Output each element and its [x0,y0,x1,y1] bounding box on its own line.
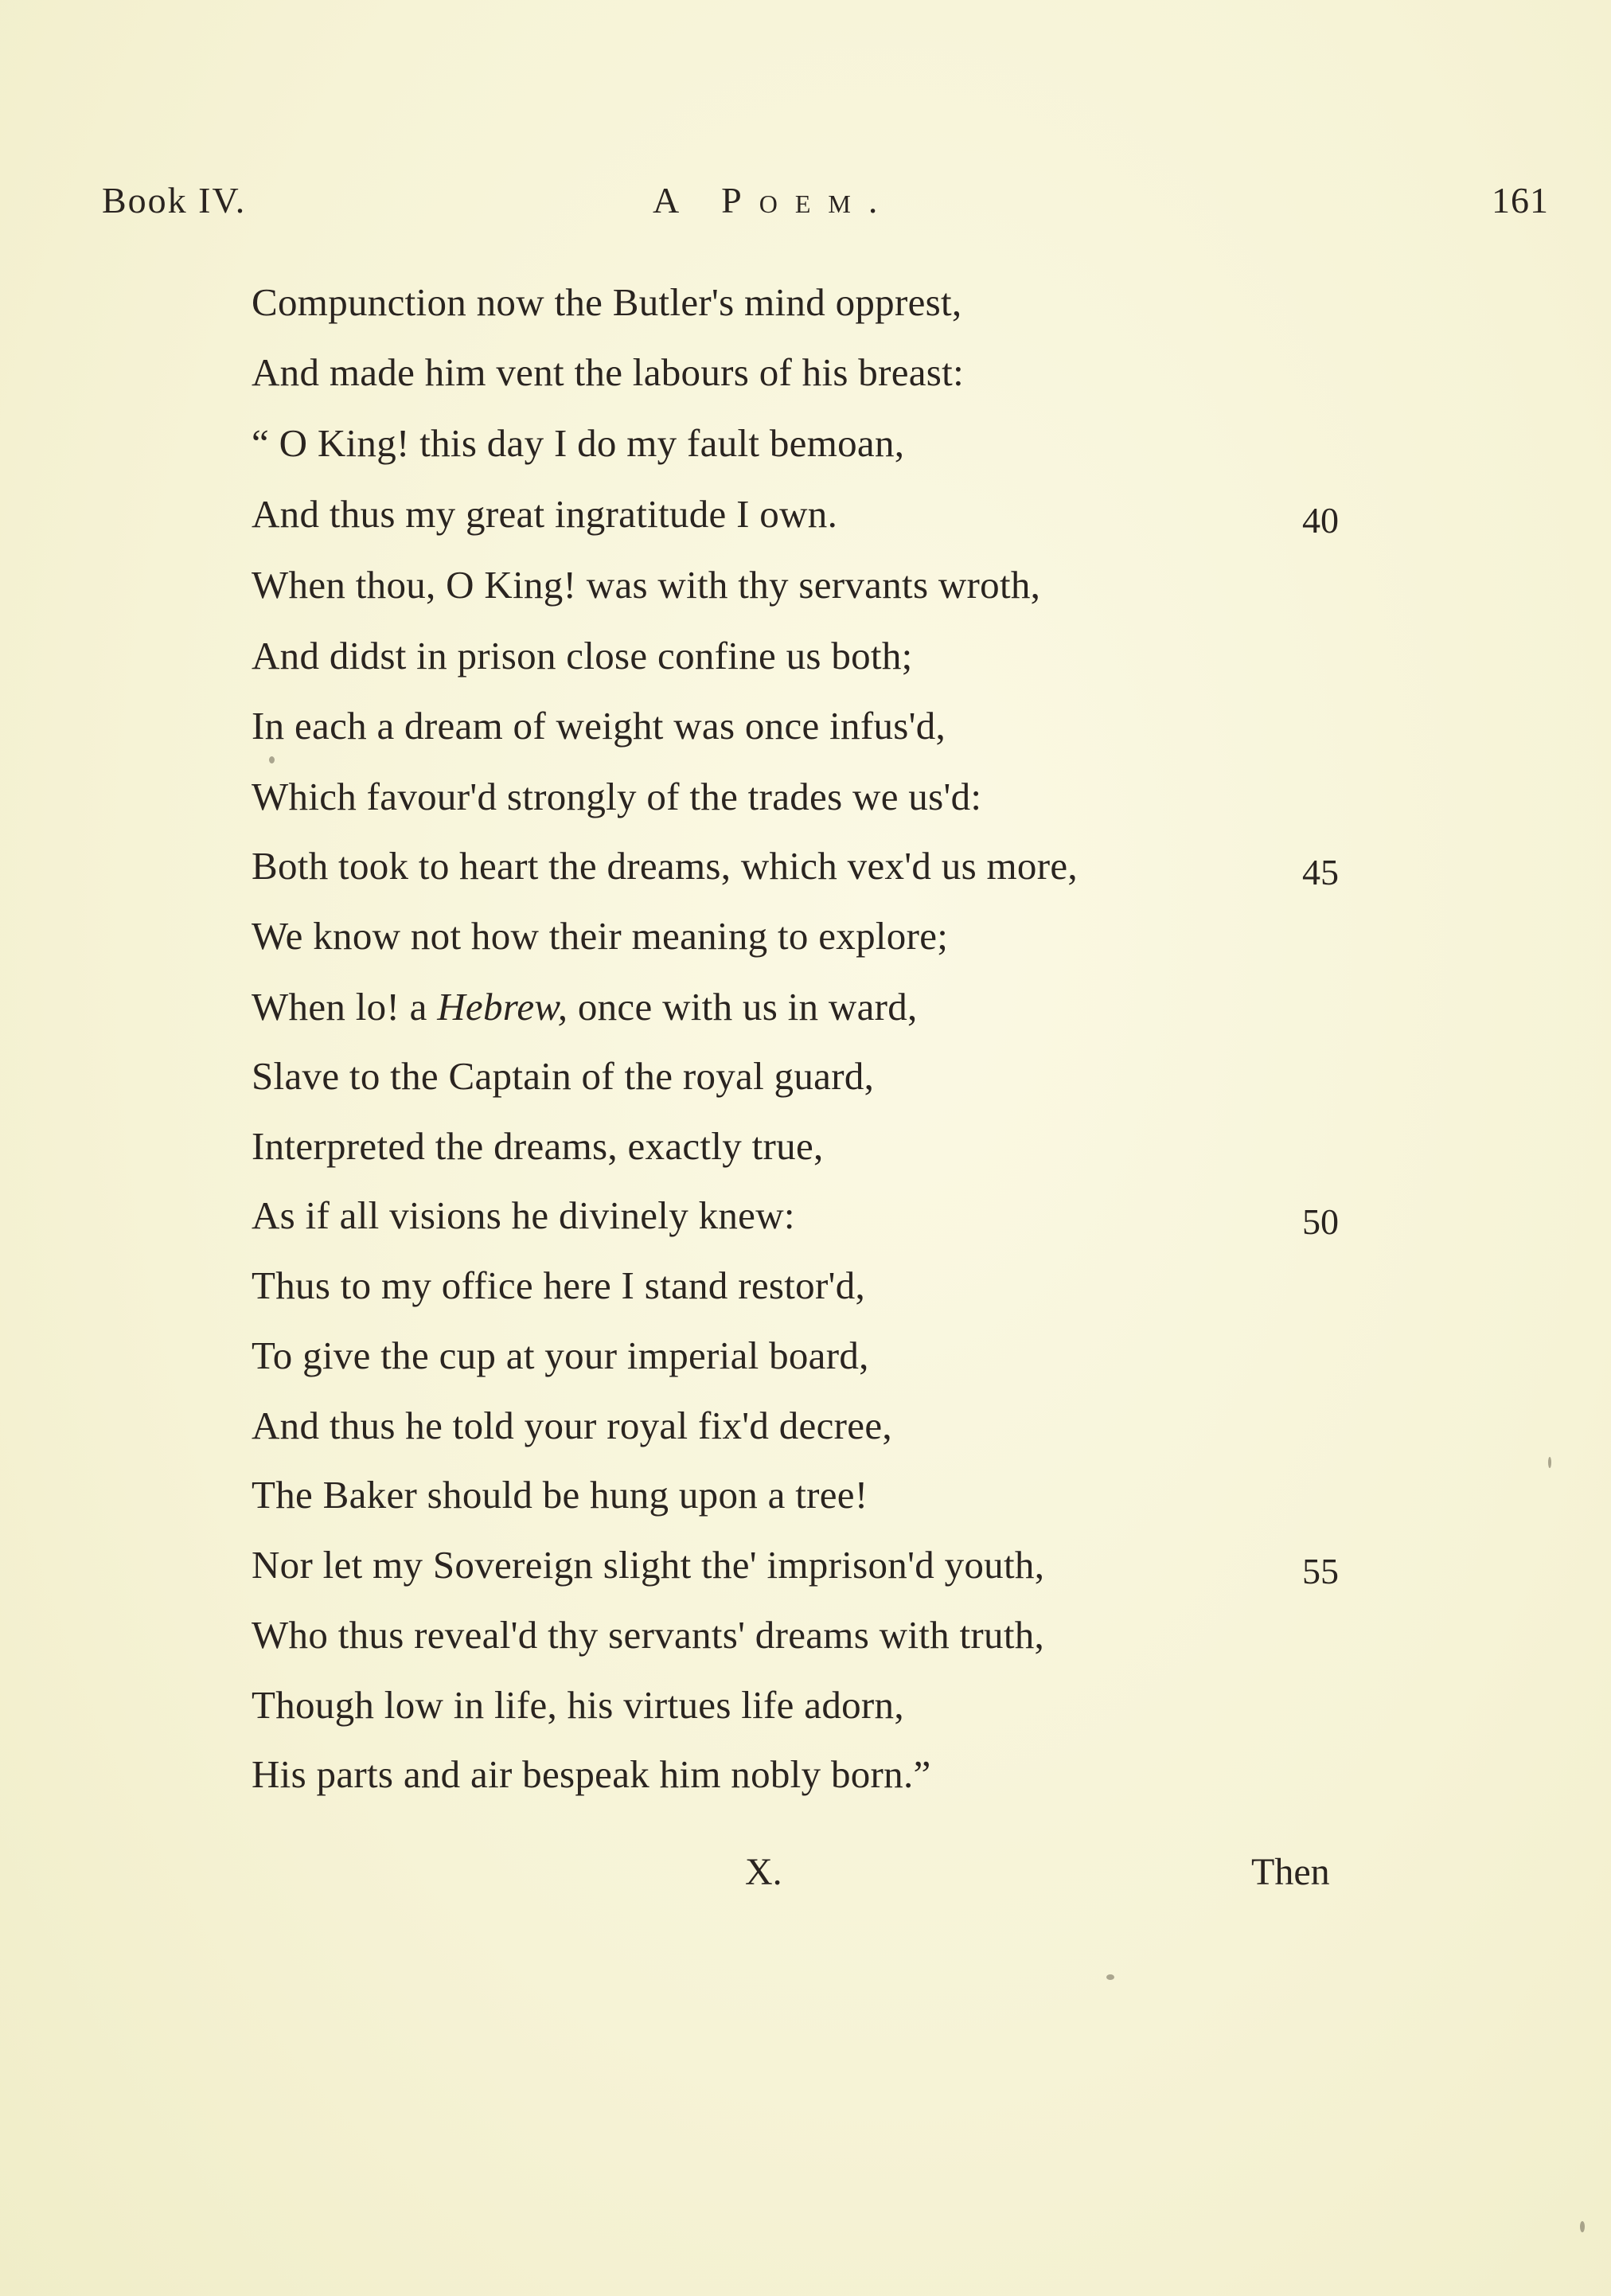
poem-line-8: Which favour'd strongly of the trades we us'd: [252,775,982,818]
poem-line-16: To give the cup at your imperial board, [252,1333,869,1377]
poem-line-22: His parts and air bespeak him nobly born.” [252,1752,931,1796]
signature-mark: X. [745,1851,782,1893]
poem-line-15: Thus to my office here I stand restor'd, [252,1263,866,1307]
poem-line-1: Compunction now the Butler's mind opprest, [252,280,962,324]
poem-line-11-start: When lo! a [252,985,438,1029]
hebrew-italic: Hebrew, [437,985,568,1029]
poem-line-5: When thou, O King! was with thy servants wroth, [252,563,1041,607]
poem-line-19: Nor let my Sovereign slight the' imprison'd youth, [252,1543,1045,1587]
line-number-45: 45 [1302,852,1339,892]
paper-speck [1548,1457,1551,1468]
poem-line-21: Though low in life, his virtues life adorn, [252,1683,904,1727]
line-number-50: 50 [1302,1201,1339,1242]
paper-speck [269,756,275,763]
poem-line-11 [252,983,918,1031]
poem-line-9: Both took to heart the dreams, which vex'd us more, [252,844,1078,888]
catchword: Then [1251,1851,1330,1893]
poem-line-13: Interpreted the dreams, exactly true, [252,1124,824,1168]
poem-line-11-end: once with us in ward, [568,985,918,1029]
poem-line-10: We know not how their meaning to explore; [252,914,949,958]
paper-speck [1580,2221,1585,2232]
poem-line-14: As if all visions he divinely knew: [252,1193,795,1237]
line-number-55: 55 [1302,1551,1339,1591]
book-number: Book IV. [102,180,247,221]
line-number-40: 40 [1302,500,1339,541]
poem-line-18: The Baker should be hung upon a tree! [252,1473,868,1517]
poem-line-17: And thus he told your royal fix'd decree, [252,1404,892,1447]
poem-line-6: And didst in prison close confine us both; [252,634,913,677]
page-number: 161 [1492,180,1549,221]
poem-line-12: Slave to the Captain of the royal guard, [252,1054,875,1098]
poem-line-4: And thus my great ingratitude I own. [252,492,838,536]
running-head [0,179,1611,235]
poem-line-7: In each a dream of weight was once infus'd, [252,704,946,748]
poem-line-3: “ O King! this day I do my fault bemoan, [252,421,905,465]
paper-speck [1106,1974,1114,1980]
poem-title: A Poem. [653,180,895,221]
poem-line-2: And made him vent the labours of his breast: [252,350,965,394]
poem-line-20: Who thus reveal'd thy servants' dreams with truth, [252,1613,1045,1657]
